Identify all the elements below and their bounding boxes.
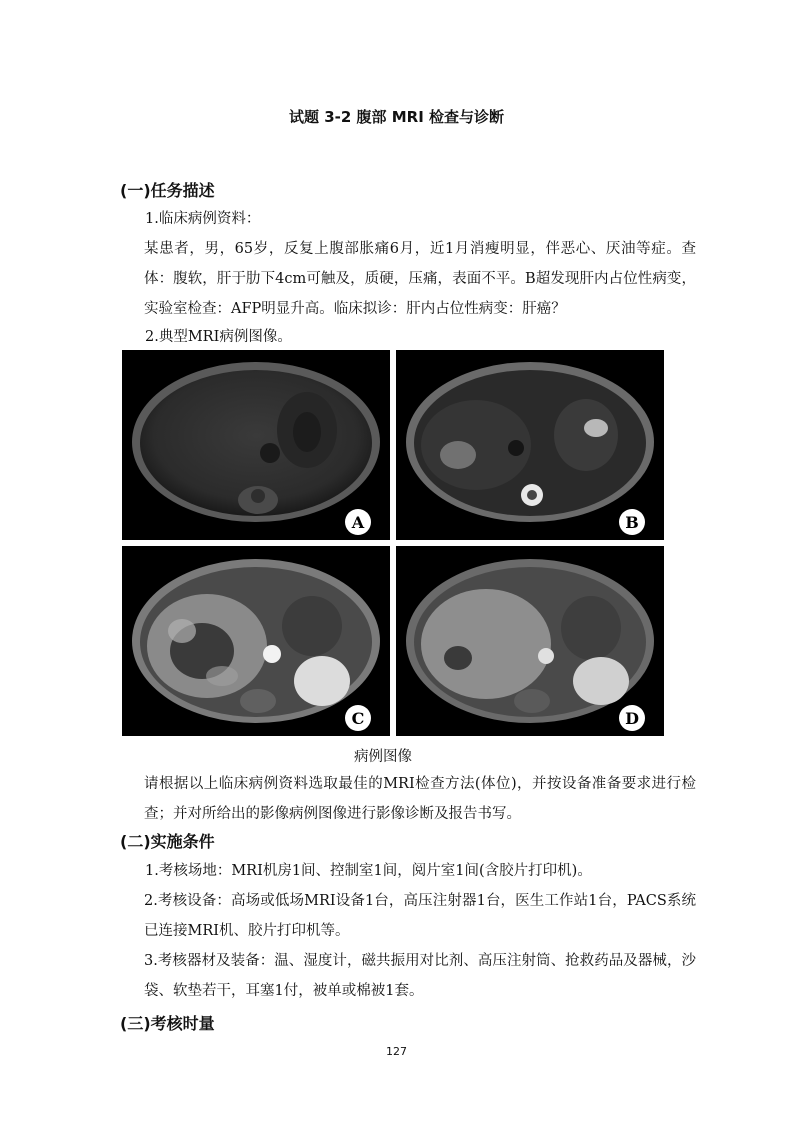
mri-scan-a-graphic [122, 350, 390, 540]
item-clinical-data: 1.临床病例资料： [145, 211, 261, 227]
equipment-block [116, 886, 696, 946]
section-heading-task: (一)任务描述 [120, 181, 215, 200]
image-label-d: D [625, 709, 639, 728]
page-number: 127 [386, 1045, 407, 1058]
image-caption: 病例图像 [354, 749, 412, 765]
mri-scan-c-graphic [122, 546, 390, 736]
mri-image-b [396, 350, 664, 540]
image-label-a: A [351, 513, 365, 532]
materials-block [116, 946, 696, 1006]
instruction-text: 请根据以上临床病例资料选取最佳的MRI检查方法(体位)，并按设备准备要求进行检查；并对所给出的影像病例图像进行影像诊断及报告书写。 [144, 776, 696, 822]
page-title: 试题 3-2 腹部 MRI 检查与诊断 [288, 108, 505, 126]
instruction-block [116, 769, 696, 829]
mri-image-d [396, 546, 664, 736]
section-heading-duration: (三)考核时量 [120, 1014, 215, 1033]
image-label-c: C [351, 709, 365, 728]
mri-scan-d-graphic [396, 546, 664, 736]
mri-scan-b-graphic [396, 350, 664, 540]
mri-image-c [122, 546, 390, 736]
item-materials: 3.考核器材及装备：温、湿度计，磁共振用对比剂、高压注射筒、抢救药品及器械，沙袋、软垫若干，耳塞1付，被单或棉被1套。 [144, 953, 696, 999]
item-mri-images: 2.典型MRI病例图像。 [145, 329, 292, 345]
item-venue: 1.考核场地：MRI机房1间、控制室1间，阅片室1间(含胶片打印机)。 [145, 863, 592, 879]
mri-image-a [122, 350, 390, 540]
item-equipment: 2.考核设备：高场或低场MRI设备1台，高压注射器1台，医生工作站1台，PACS系统已连接MRI机、胶片打印机等。 [144, 893, 696, 939]
image-label-b: B [625, 513, 639, 532]
section-heading-conditions: (二)实施条件 [120, 832, 215, 851]
case-text: 某患者，男，65岁，反复上腹部胀痛6月，近1月消瘦明显，伴恶心、厌油等症。查体：腹软，肝于肋下4cm可触及，质硬，压痛，表面不平。B超发现肝内占位性病变，实验室检查：AFP明显升高。临床拟诊：肝内占位性病变：肝癌？ [144, 241, 696, 317]
case-description [116, 234, 696, 324]
